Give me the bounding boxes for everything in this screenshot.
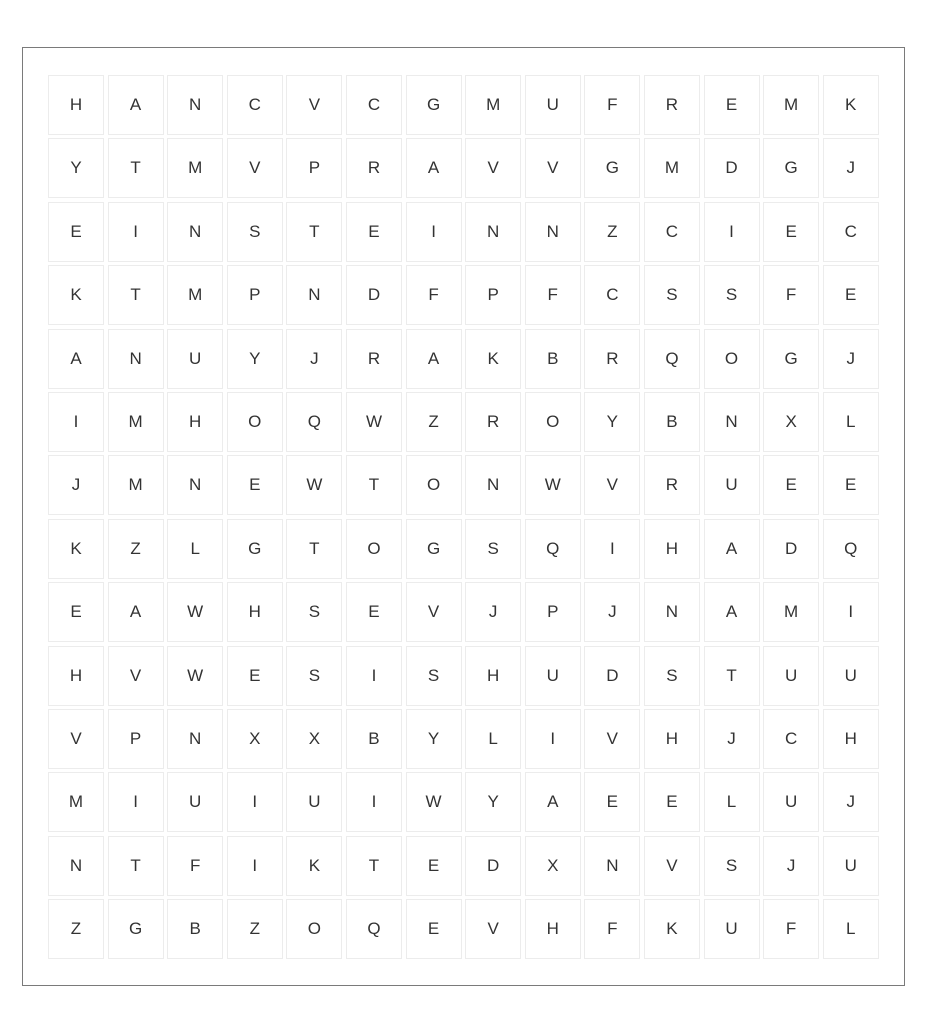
letter-cell[interactable]: A (525, 772, 581, 832)
letter-cell[interactable]: N (48, 836, 104, 896)
letter-cell[interactable]: M (167, 265, 223, 325)
letter-cell[interactable]: N (167, 709, 223, 769)
letter-cell[interactable]: I (227, 772, 283, 832)
letter-cell[interactable]: I (108, 202, 164, 262)
letter-cell[interactable]: U (823, 836, 879, 896)
letter-cell[interactable]: F (763, 899, 819, 959)
letter-cell[interactable]: B (167, 899, 223, 959)
letter-cell[interactable]: J (286, 329, 342, 389)
letter-cell[interactable]: Z (406, 392, 462, 452)
letter-cell[interactable]: H (823, 709, 879, 769)
letter-cell[interactable]: F (584, 899, 640, 959)
letter-cell[interactable]: J (763, 836, 819, 896)
letter-cell[interactable]: X (525, 836, 581, 896)
letter-cell[interactable]: G (406, 75, 462, 135)
letter-cell[interactable]: I (48, 392, 104, 452)
letter-cell[interactable]: N (465, 202, 521, 262)
letter-cell[interactable]: L (704, 772, 760, 832)
letter-cell[interactable]: G (406, 519, 462, 579)
letter-cell[interactable]: Q (286, 392, 342, 452)
letter-cell[interactable]: W (525, 455, 581, 515)
letter-cell[interactable]: H (48, 75, 104, 135)
letter-cell[interactable]: J (823, 138, 879, 198)
letter-cell[interactable]: A (406, 138, 462, 198)
word-search-board (22, 47, 905, 986)
letter-cell[interactable]: O (286, 899, 342, 959)
letter-cell[interactable]: I (346, 646, 402, 706)
letter-cell[interactable]: T (108, 265, 164, 325)
letter-cell[interactable]: O (346, 519, 402, 579)
letter-cell[interactable]: R (584, 329, 640, 389)
letter-cell[interactable]: K (48, 265, 104, 325)
letter-cell[interactable]: B (346, 709, 402, 769)
letter-cell[interactable]: R (644, 455, 700, 515)
letter-cell[interactable]: R (465, 392, 521, 452)
letter-cell[interactable]: W (406, 772, 462, 832)
letter-cell[interactable]: S (406, 646, 462, 706)
letter-cell[interactable]: I (108, 772, 164, 832)
letter-cell[interactable]: B (525, 329, 581, 389)
letter-cell[interactable]: E (48, 202, 104, 262)
letter-cell[interactable]: Q (823, 519, 879, 579)
letter-cell[interactable]: E (346, 582, 402, 642)
letter-cell[interactable]: P (525, 582, 581, 642)
letter-cell[interactable]: U (525, 646, 581, 706)
letter-cell[interactable]: J (823, 772, 879, 832)
letter-cell[interactable]: N (108, 329, 164, 389)
letter-cell[interactable]: D (704, 138, 760, 198)
letter-cell[interactable]: J (48, 455, 104, 515)
letter-cell[interactable]: T (346, 836, 402, 896)
letter-cell[interactable]: E (823, 265, 879, 325)
letter-cell[interactable]: A (48, 329, 104, 389)
letter-cell[interactable]: E (48, 582, 104, 642)
letter-cell[interactable]: I (823, 582, 879, 642)
letter-cell[interactable]: H (644, 519, 700, 579)
letter-cell[interactable]: H (227, 582, 283, 642)
letter-cell[interactable]: O (525, 392, 581, 452)
letter-cell[interactable]: T (286, 519, 342, 579)
letter-cell[interactable]: J (465, 582, 521, 642)
letter-cell[interactable]: D (346, 265, 402, 325)
letter-cell[interactable]: L (167, 519, 223, 579)
letter-cell[interactable]: F (584, 75, 640, 135)
letter-cell[interactable]: V (465, 138, 521, 198)
letter-cell[interactable]: G (227, 519, 283, 579)
letter-cell[interactable]: G (763, 329, 819, 389)
letter-cell[interactable]: I (227, 836, 283, 896)
letter-cell[interactable]: L (465, 709, 521, 769)
letter-cell[interactable]: S (704, 836, 760, 896)
letter-cell[interactable]: E (644, 772, 700, 832)
letter-cell[interactable]: K (465, 329, 521, 389)
letter-cell[interactable]: U (823, 646, 879, 706)
letter-cell[interactable]: Q (525, 519, 581, 579)
letter-cell[interactable]: H (525, 899, 581, 959)
letter-cell[interactable]: V (406, 582, 462, 642)
letter-cell[interactable]: N (167, 75, 223, 135)
letter-cell[interactable]: L (823, 899, 879, 959)
letter-cell[interactable]: M (108, 455, 164, 515)
letter-cell[interactable]: C (584, 265, 640, 325)
letter-cell[interactable]: D (465, 836, 521, 896)
letter-cell[interactable]: N (167, 455, 223, 515)
letter-cell[interactable]: V (465, 899, 521, 959)
letter-cell[interactable]: H (644, 709, 700, 769)
letter-cell[interactable]: M (167, 138, 223, 198)
letter-cell[interactable]: O (704, 329, 760, 389)
letter-cell[interactable]: F (763, 265, 819, 325)
letter-cell[interactable]: T (346, 455, 402, 515)
letter-cell[interactable]: H (167, 392, 223, 452)
letter-cell[interactable]: I (406, 202, 462, 262)
letter-cell[interactable]: U (704, 899, 760, 959)
letter-cell[interactable]: N (704, 392, 760, 452)
letter-cell[interactable]: T (108, 836, 164, 896)
letter-cell[interactable]: N (286, 265, 342, 325)
letter-cell[interactable]: S (465, 519, 521, 579)
letter-cell[interactable]: S (644, 646, 700, 706)
letter-cell[interactable]: R (346, 138, 402, 198)
letter-cell[interactable]: K (48, 519, 104, 579)
letter-cell[interactable]: Y (406, 709, 462, 769)
letter-cell[interactable]: J (704, 709, 760, 769)
letter-cell[interactable]: N (584, 836, 640, 896)
letter-cell[interactable]: P (108, 709, 164, 769)
letter-cell[interactable]: Y (48, 138, 104, 198)
letter-cell[interactable]: U (286, 772, 342, 832)
letter-cell[interactable]: W (167, 646, 223, 706)
letter-cell[interactable]: R (346, 329, 402, 389)
letter-cell[interactable]: Z (48, 899, 104, 959)
letter-cell[interactable]: F (525, 265, 581, 325)
letter-cell[interactable]: Y (465, 772, 521, 832)
letter-cell[interactable]: T (108, 138, 164, 198)
letter-cell[interactable]: I (584, 519, 640, 579)
letter-cell[interactable]: C (763, 709, 819, 769)
letter-cell[interactable]: I (704, 202, 760, 262)
letter-cell[interactable]: P (465, 265, 521, 325)
letter-cell[interactable]: L (823, 392, 879, 452)
letter-cell[interactable]: N (167, 202, 223, 262)
letter-cell[interactable]: W (346, 392, 402, 452)
letter-cell[interactable]: U (763, 772, 819, 832)
letter-cell[interactable]: X (227, 709, 283, 769)
letter-cell[interactable]: K (823, 75, 879, 135)
letter-cell[interactable]: E (704, 75, 760, 135)
letter-cell[interactable]: S (286, 646, 342, 706)
letter-cell[interactable]: S (644, 265, 700, 325)
letter-cell[interactable]: M (108, 392, 164, 452)
letter-cell[interactable]: C (227, 75, 283, 135)
letter-cell[interactable]: V (108, 646, 164, 706)
letter-cell[interactable]: M (644, 138, 700, 198)
letter-cell[interactable]: I (346, 772, 402, 832)
letter-cell[interactable]: M (48, 772, 104, 832)
letter-cell[interactable]: V (227, 138, 283, 198)
letter-cell[interactable]: E (763, 455, 819, 515)
letter-cell[interactable]: P (227, 265, 283, 325)
letter-cell[interactable]: V (584, 455, 640, 515)
letter-cell[interactable]: E (346, 202, 402, 262)
letter-cell[interactable]: Y (227, 329, 283, 389)
letter-cell[interactable]: V (525, 138, 581, 198)
letter-cell[interactable]: H (465, 646, 521, 706)
letter-cell[interactable]: A (108, 75, 164, 135)
letter-cell[interactable]: N (465, 455, 521, 515)
letter-cell[interactable]: C (346, 75, 402, 135)
letter-cell[interactable]: F (406, 265, 462, 325)
letter-cell[interactable]: E (406, 899, 462, 959)
letter-cell[interactable]: P (286, 138, 342, 198)
letter-cell[interactable]: R (644, 75, 700, 135)
letter-cell[interactable]: X (286, 709, 342, 769)
letter-cell[interactable]: U (167, 329, 223, 389)
letter-cell[interactable]: U (167, 772, 223, 832)
letter-cell[interactable]: O (406, 455, 462, 515)
letter-cell[interactable]: M (465, 75, 521, 135)
letter-cell[interactable]: U (525, 75, 581, 135)
letter-cell[interactable]: S (704, 265, 760, 325)
letter-cell[interactable]: Q (346, 899, 402, 959)
letter-cell[interactable]: B (644, 392, 700, 452)
letter-cell[interactable]: A (108, 582, 164, 642)
letter-cell[interactable]: Z (108, 519, 164, 579)
letter-cell[interactable]: E (763, 202, 819, 262)
letter-cell[interactable]: V (584, 709, 640, 769)
letter-cell[interactable]: Z (584, 202, 640, 262)
letter-cell[interactable]: E (227, 455, 283, 515)
letter-cell[interactable]: T (704, 646, 760, 706)
letter-cell[interactable]: N (525, 202, 581, 262)
letter-cell[interactable]: G (763, 138, 819, 198)
letter-cell[interactable]: J (823, 329, 879, 389)
letter-cell[interactable]: C (644, 202, 700, 262)
letter-cell[interactable]: E (406, 836, 462, 896)
letter-cell[interactable]: Q (644, 329, 700, 389)
letter-cell[interactable]: M (763, 582, 819, 642)
letter-cell[interactable]: C (823, 202, 879, 262)
letter-cell[interactable]: A (704, 519, 760, 579)
letter-cell[interactable]: S (227, 202, 283, 262)
letter-cell[interactable]: S (286, 582, 342, 642)
letter-cell[interactable]: J (584, 582, 640, 642)
letter-cell[interactable]: E (584, 772, 640, 832)
letter-cell[interactable]: W (167, 582, 223, 642)
letter-cell[interactable]: U (763, 646, 819, 706)
letter-cell[interactable]: V (48, 709, 104, 769)
letter-cell[interactable]: M (763, 75, 819, 135)
letter-cell[interactable]: E (227, 646, 283, 706)
letter-cell[interactable]: V (286, 75, 342, 135)
letter-cell[interactable]: O (227, 392, 283, 452)
letter-cell[interactable]: Y (584, 392, 640, 452)
letter-cell[interactable]: G (108, 899, 164, 959)
letter-cell[interactable]: G (584, 138, 640, 198)
letter-cell[interactable]: E (823, 455, 879, 515)
letter-cell[interactable]: N (644, 582, 700, 642)
letter-cell[interactable]: Z (227, 899, 283, 959)
letter-cell[interactable]: F (167, 836, 223, 896)
letter-cell[interactable]: K (286, 836, 342, 896)
letter-cell[interactable]: A (704, 582, 760, 642)
letter-grid (48, 75, 879, 959)
letter-cell[interactable]: W (286, 455, 342, 515)
letter-cell[interactable]: U (704, 455, 760, 515)
letter-cell[interactable]: T (286, 202, 342, 262)
letter-cell[interactable]: D (763, 519, 819, 579)
letter-cell[interactable]: V (644, 836, 700, 896)
letter-cell[interactable]: K (644, 899, 700, 959)
letter-cell[interactable]: H (48, 646, 104, 706)
letter-cell[interactable]: D (584, 646, 640, 706)
letter-cell[interactable]: A (406, 329, 462, 389)
letter-cell[interactable]: X (763, 392, 819, 452)
letter-cell[interactable]: I (525, 709, 581, 769)
